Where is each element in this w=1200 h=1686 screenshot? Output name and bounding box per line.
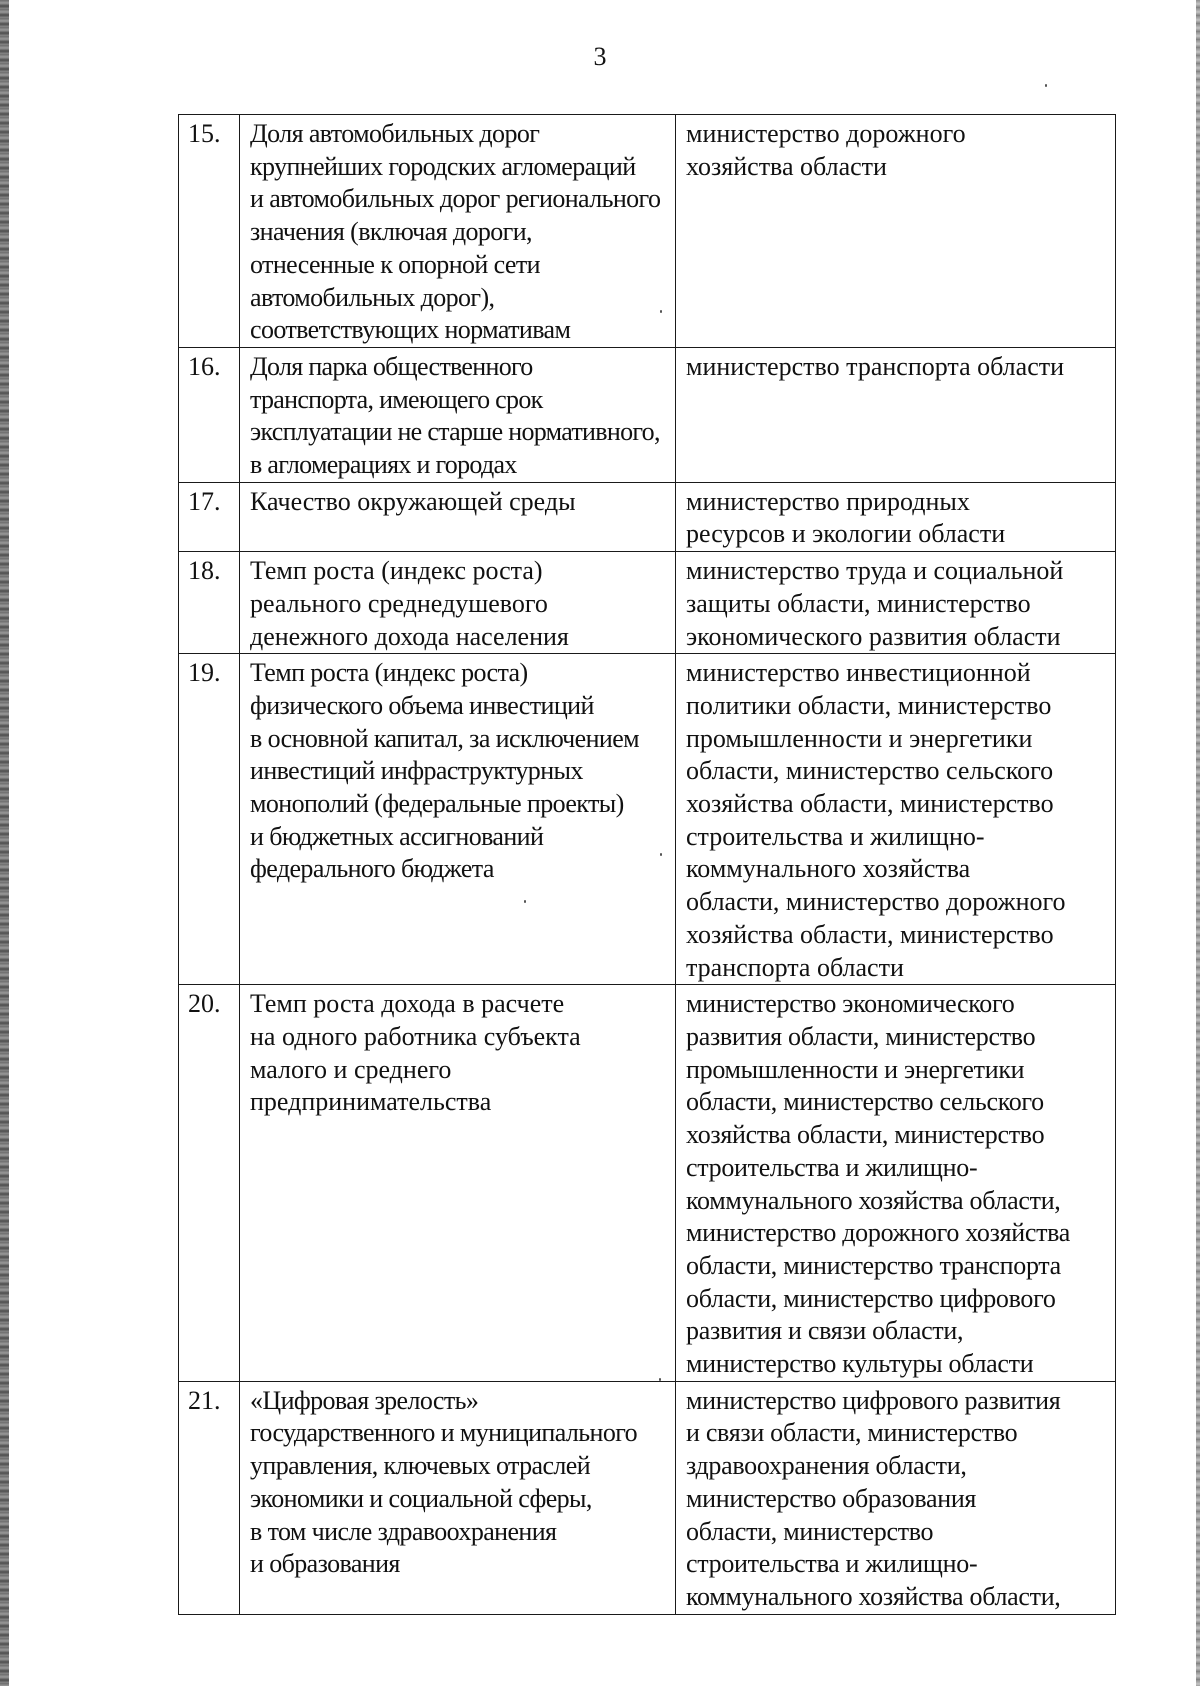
row-number: 21. (179, 1381, 240, 1614)
scan-edge-left (0, 0, 9, 1686)
scan-edge-right (1196, 0, 1200, 1686)
indicators-table (178, 114, 1116, 1615)
row-number: 16. (179, 347, 240, 482)
scan-speck (660, 853, 662, 856)
indicator-cell: Темп роста (индекс роста) физического объема инвестиций в основной капитал, за исключением инвестиций инфраструктурных монополий (федеральные проекты) и бюджетных ассигнований федерального бюджета (240, 654, 676, 985)
table-row (179, 482, 1116, 551)
table-row (179, 654, 1116, 985)
table-row (179, 347, 1116, 482)
row-number: 20. (179, 985, 240, 1381)
indicator-cell: Доля парка общественного транспорта, имеющего срок эксплуатации не старше нормативного, в агломерациях и городах (240, 347, 676, 482)
responsible-cell: министерство транспорта области (676, 347, 1116, 482)
table-row (179, 552, 1116, 654)
indicator-cell: Качество окружающей среды (240, 482, 676, 551)
responsible-cell: министерство экономического развития области, министерство промышленности и энергетики области, министерство сельского хозяйства области, министерство строительства и жилищно- коммунального хозяйства области, министерство дорожного хозяйства области, министерство транспорта области, министерство цифрового развития и связи области, министерство культуры области (676, 985, 1116, 1381)
responsible-cell: министерство труда и социальной защиты области, министерство экономического развития области (676, 552, 1116, 654)
table-row (179, 115, 1116, 348)
responsible-cell: министерство цифрового развития и связи области, министерство здравоохранения области, министерство образования области, министерство строительства и жилищно- коммунального хозяйства области, (676, 1381, 1116, 1614)
responsible-cell: министерство природных ресурсов и экологии области (676, 482, 1116, 551)
page-number: 3 (593, 42, 607, 71)
row-number: 19. (179, 654, 240, 985)
indicator-cell: Доля автомобильных дорог крупнейших городских агломераций и автомобильных дорог регионального значения (включая дороги, отнесенные к опорной сети автомобильных дорог), соответствующих нормативам (240, 115, 676, 348)
table-row (179, 985, 1116, 1381)
responsible-cell: министерство инвестиционной политики области, министерство промышленности и энергетики области, министерство сельского хозяйства области, министерство строительства и жилищно- коммунального хозяйства области, министерство дорожного хозяйства области, министерство транспорта области (676, 654, 1116, 985)
indicator-cell: Темп роста дохода в расчете на одного работника субъекта малого и среднего предпринимательства (240, 985, 676, 1381)
scan-speck (660, 310, 662, 313)
row-number: 18. (179, 552, 240, 654)
row-number: 17. (179, 482, 240, 551)
scan-speck (659, 1378, 661, 1381)
table-row (179, 1381, 1116, 1614)
indicator-cell: Темп роста (индекс роста) реального среднедушевого денежного дохода населения (240, 552, 676, 654)
responsible-cell: министерство дорожного хозяйства области (676, 115, 1116, 348)
row-number: 15. (179, 115, 240, 348)
indicator-cell: «Цифровая зрелость» государственного и муниципального управления, ключевых отраслей экономики и социальной сферы, в том числе здравоохранения и образования (240, 1381, 676, 1614)
scan-speck (524, 900, 526, 903)
scan-speck (1045, 84, 1047, 87)
